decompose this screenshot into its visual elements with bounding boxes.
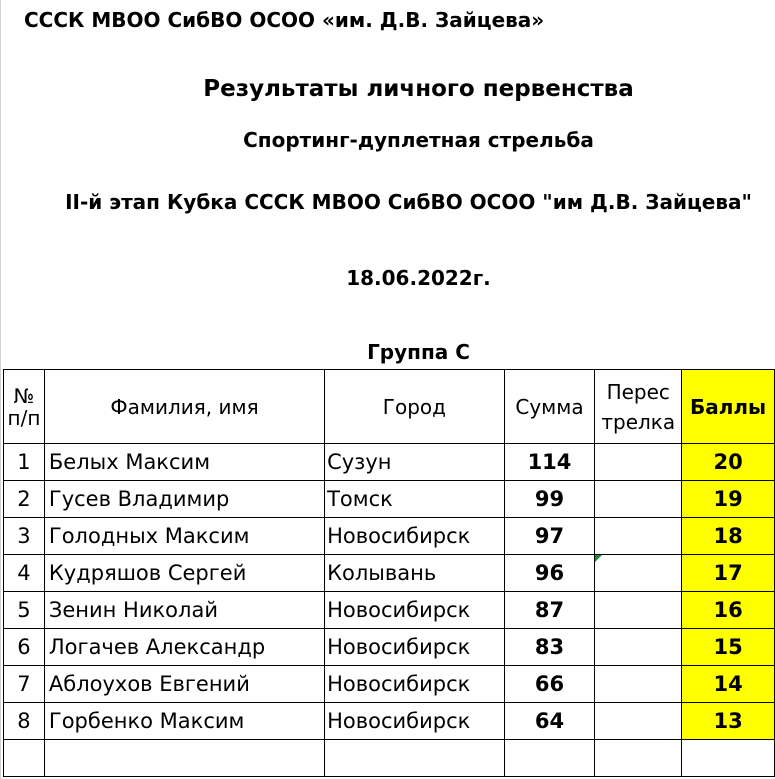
cell-city[interactable]: Новосибирск — [325, 518, 505, 555]
cell-name[interactable]: Гусев Владимир — [44, 481, 324, 518]
cell-reshoot[interactable] — [595, 481, 682, 518]
cell-name[interactable]: Горбенко Максим — [44, 703, 324, 740]
organization-title: СССК МВОО СибВО ОСОО «им. Д.В. Зайцева» — [24, 8, 545, 32]
cell-number[interactable]: 3 — [4, 518, 45, 555]
cell-reshoot[interactable] — [595, 555, 682, 592]
cell-points[interactable]: 20 — [682, 444, 775, 481]
table-row — [4, 518, 775, 555]
cell-sum[interactable]: 83 — [504, 629, 595, 666]
cell-reshoot[interactable] — [595, 518, 682, 555]
cell-sum[interactable]: 114 — [504, 444, 595, 481]
cell-points[interactable]: 16 — [682, 592, 775, 629]
cell-number[interactable]: 5 — [4, 592, 45, 629]
cell-city[interactable]: Колывань — [325, 555, 505, 592]
results-table — [3, 369, 775, 777]
empty-cell[interactable] — [682, 740, 775, 777]
table-row — [4, 666, 775, 703]
table-header-row — [4, 370, 775, 444]
header-number-line1: № — [13, 383, 35, 408]
cell-sum[interactable]: 87 — [504, 592, 595, 629]
empty-row — [4, 740, 775, 777]
header-cell-city[interactable]: Город — [325, 370, 505, 444]
empty-cell[interactable] — [595, 740, 682, 777]
cell-number[interactable]: 1 — [4, 444, 45, 481]
cell-name[interactable]: Белых Максим — [44, 444, 324, 481]
cell-sum[interactable]: 97 — [504, 518, 595, 555]
cell-name[interactable]: Кудряшов Сергей — [44, 555, 324, 592]
cell-points[interactable]: 18 — [682, 518, 775, 555]
empty-cell[interactable] — [44, 740, 324, 777]
page-title: Результаты личного первенства — [203, 76, 634, 102]
header-number-line2: п/п — [7, 405, 41, 430]
group-title: Группа С — [367, 340, 470, 364]
cell-reshoot[interactable] — [595, 629, 682, 666]
cell-number[interactable]: 4 — [4, 555, 45, 592]
cell-city[interactable]: Новосибирск — [325, 629, 505, 666]
cell-number[interactable]: 2 — [4, 481, 45, 518]
stage-title: II-й этап Кубка СССК МВОО СибВО ОСОО "им Д.В. Зайцева" — [65, 190, 752, 214]
cell-name[interactable]: Аблоухов Евгений — [44, 666, 324, 703]
header-reshoot-line2: трелка — [601, 409, 676, 434]
event-date: 18.06.2022г. — [346, 266, 491, 290]
header-cell-reshoot[interactable] — [595, 370, 682, 444]
cell-name[interactable]: Логачев Александр — [44, 629, 324, 666]
table-row — [4, 703, 775, 740]
cell-points[interactable]: 19 — [682, 481, 775, 518]
cell-city[interactable]: Новосибирск — [325, 592, 505, 629]
cell-reshoot[interactable] — [595, 592, 682, 629]
cell-points[interactable]: 14 — [682, 666, 775, 703]
cell-sum[interactable]: 99 — [504, 481, 595, 518]
empty-cell[interactable] — [504, 740, 595, 777]
cell-city[interactable]: Новосибирск — [325, 703, 505, 740]
cell-city[interactable]: Томск — [325, 481, 505, 518]
header-cell-sum[interactable]: Сумма — [504, 370, 595, 444]
cell-name[interactable]: Голодных Максим — [44, 518, 324, 555]
cell-sum[interactable]: 66 — [504, 666, 595, 703]
cell-number[interactable]: 8 — [4, 703, 45, 740]
cell-name[interactable]: Зенин Николай — [44, 592, 324, 629]
table-row — [4, 481, 775, 518]
cell-reshoot[interactable] — [595, 666, 682, 703]
cell-reshoot[interactable] — [595, 444, 682, 481]
header-cell-name[interactable]: Фамилия, имя — [44, 370, 324, 444]
table-row — [4, 444, 775, 481]
cell-city[interactable]: Сузун — [325, 444, 505, 481]
cell-city[interactable]: Новосибирск — [325, 666, 505, 703]
table-row — [4, 629, 775, 666]
cell-sum[interactable]: 64 — [504, 703, 595, 740]
cell-points[interactable]: 17 — [682, 555, 775, 592]
cell-points[interactable]: 15 — [682, 629, 775, 666]
table-row — [4, 592, 775, 629]
header-cell-points[interactable]: Баллы — [682, 370, 775, 444]
cell-number[interactable]: 6 — [4, 629, 45, 666]
table-row — [4, 555, 775, 592]
empty-cell[interactable] — [325, 740, 505, 777]
empty-cell[interactable] — [4, 740, 45, 777]
cell-sum[interactable]: 96 — [504, 555, 595, 592]
header-cell-number[interactable] — [4, 370, 45, 444]
cell-points[interactable]: 13 — [682, 703, 775, 740]
cell-number[interactable]: 7 — [4, 666, 45, 703]
cell-reshoot[interactable] — [595, 703, 682, 740]
header-reshoot-line1: Перес — [606, 379, 670, 404]
discipline-title: Спортинг-дуплетная стрельба — [243, 128, 594, 152]
